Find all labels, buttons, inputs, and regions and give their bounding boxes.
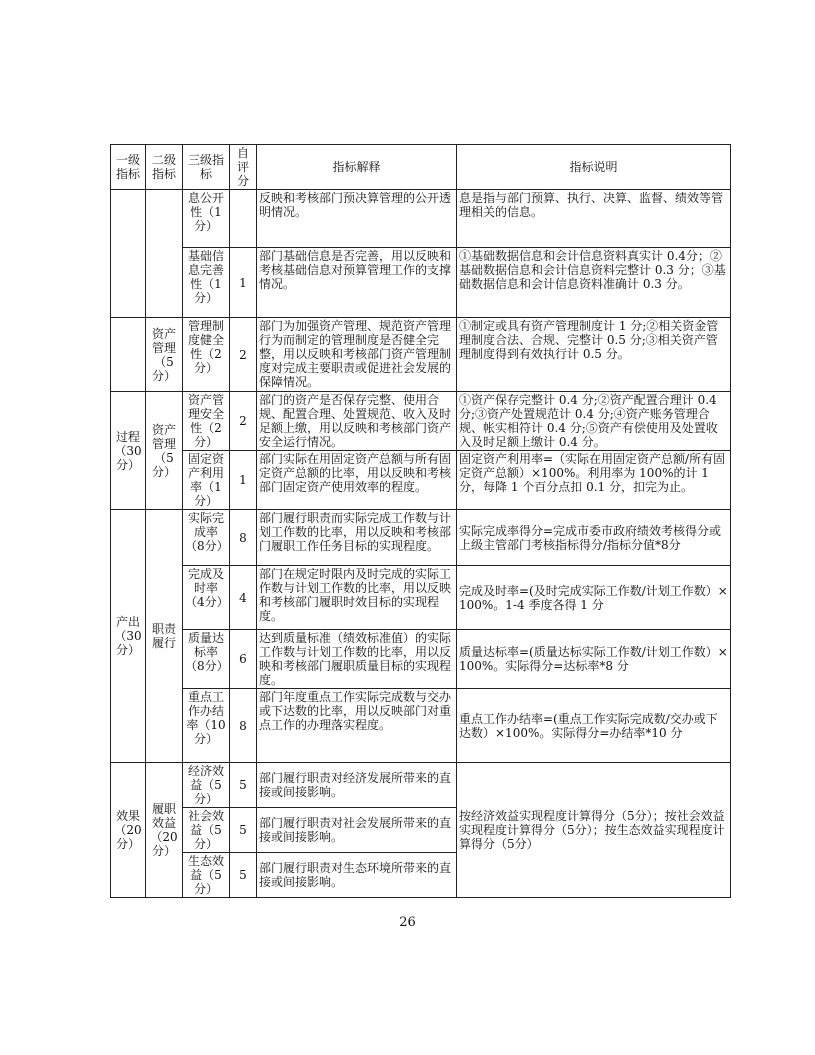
level1-empty-cell: [111, 318, 146, 392]
level3-cell: 固定资产利用率（1分）: [183, 451, 230, 510]
header-desc: 指标说明: [457, 145, 731, 190]
explain-cell: 部门基础信息是否完善，用以反映和考核基础信息对预算管理工作的支撑情况。: [257, 248, 457, 318]
explain-cell: 部门履行职责对社会发展所带来的直接或间接影响。: [257, 808, 457, 853]
explain-cell: 部门履行职责而实际完成工作数与计划工作数的比率，用以反映和考核部门履职工作任务目标的实现程度。: [257, 510, 457, 566]
score-cell: 1: [230, 248, 257, 318]
evaluation-table: [110, 144, 731, 898]
desc-cell: 固定资产利用率=（实际在用固定资产总额/所有固定资产总额）×100%。利用率为 100%的计 1 分，每降 1 个百分点扣 0.1 分，扣完为止。: [457, 451, 731, 510]
explain-cell: 部门履行职责对经济发展所带来的直接或间接影响。: [257, 763, 457, 808]
level2-duty-cell: 职责履行: [146, 510, 183, 763]
level3-cell: 息公开性（1分）: [183, 190, 230, 248]
header-level1: 一级指标: [111, 145, 146, 190]
score-cell: 1: [230, 451, 257, 510]
desc-cell: ①资产保存完整计 0.4 分;②资产配置合理计 0.4 分;③资产处置规范计 0.4 分;④资产账务管理合规、帐实相符计 0.4 分;⑤资产有偿使用及处置收入及时足额上缴计 0.4 分。: [457, 392, 731, 451]
desc-cell: 完成及时率=(及时完成实际工作数/计划工作数）×100%。1-4 季度各得 1 分: [457, 566, 731, 630]
level3-cell: 社会效益（5分）: [183, 808, 230, 853]
table-row: [111, 689, 731, 763]
score-cell: 8: [230, 689, 257, 763]
desc-cell: 重点工作办结率=(重点工作实际完成数/交办或下达数）×100%。实际得分=办结率*10 分: [457, 689, 731, 763]
explain-cell: 部门实际在用固定资产总额与所有固定资产总额的比率，用以反映和考核部门固定资产使用效率的程度。: [257, 451, 457, 510]
explain-cell: 部门履行职责对生态环境所带来的直接或间接影响。: [257, 853, 457, 898]
explain-cell: 达到质量标准（绩效标准值）的实际工作数与计划工作数的比率，用以反映和考核部门履职质量目标的实现程度。: [257, 630, 457, 689]
explain-cell: 部门的资产是否保存完整、使用合规、配置合理、处置规范、收入及时足额上缴，用以反映和考核部门资产安全运行情况。: [257, 392, 457, 451]
level1-empty-cell: [111, 190, 146, 318]
header-score: 自评分: [230, 145, 257, 190]
score-cell: 5: [230, 808, 257, 853]
level3-cell: 管理制度健全性（2分）: [183, 318, 230, 392]
level2-asset-cell: 资产管理（5分）: [146, 392, 183, 510]
level3-cell: 资产管理安全性（2分）: [183, 392, 230, 451]
table-row: [111, 630, 731, 689]
level3-cell: 经济效益（5分）: [183, 763, 230, 808]
level1-output-cell: 产出（30分）: [111, 510, 146, 763]
explain-cell: 部门在规定时限内及时完成的实际工作数与计划工作数的比率，用以反映和考核部门履职时效目标的实现程度。: [257, 566, 457, 630]
score-cell: 5: [230, 853, 257, 898]
desc-cell: 实际完成率得分=完成市委市政府绩效考核得分或上级主管部门考核指标得分/指标分值*8分: [457, 510, 731, 566]
desc-cell: ①制定或具有资产管理制度计 1 分;②相关资金管理制度合法、合规、完整计 0.5 分;③相关资产管理制度得到有效执行计 0.5 分。: [457, 318, 731, 392]
level3-cell: 生态效益（5分）: [183, 853, 230, 898]
score-cell: [230, 190, 257, 248]
header-explain: 指标解释: [257, 145, 457, 190]
table-row: [111, 190, 731, 248]
header-level2: 二级指标: [146, 145, 183, 190]
level3-cell: 质量达标率（8分）: [183, 630, 230, 689]
explain-cell: 部门年度重点工作实际完成数与交办或下达数的比率，用以反映部门对重点工作的办理落实程度。: [257, 689, 457, 763]
table-row: [111, 318, 731, 392]
score-cell: 5: [230, 763, 257, 808]
table-row: [111, 566, 731, 630]
table-row: [111, 248, 731, 318]
table-header-row: [111, 145, 731, 190]
explain-cell: 部门为加强资产管理、规范资产管理行为而制定的管理制度是否健全完整，用以反映和考核部门资产管理制度对完成主要职责或促进社会发展的保障情况。: [257, 318, 457, 392]
desc-cell: 质量达标率=(质量达标实际工作数/计划工作数）×100%。实际得分=达标率*8 分: [457, 630, 731, 689]
table-row: [111, 763, 731, 808]
level2-duty-effect-cell: 履职效益（20分）: [146, 763, 183, 898]
table-row: [111, 451, 731, 510]
explain-cell: 反映和考核部门预决算管理的公开透明情况。: [257, 190, 457, 248]
level2-empty-cell: [146, 190, 183, 318]
score-cell: 8: [230, 510, 257, 566]
desc-cell: 息是指与部门预算、执行、决算、监督、绩效等管理相关的信息。: [457, 190, 731, 248]
level2-cell: 资产管理（5分）: [146, 318, 183, 392]
level1-effect-cell: 效果（20分）: [111, 763, 146, 898]
effect-desc-cell: 按经济效益实现程度计算得分（5分）；按社会效益实现程度计算得分（5分）；按生态效益实现程度计算得分（5分）: [457, 763, 731, 898]
table-row: [111, 510, 731, 566]
score-cell: 2: [230, 392, 257, 451]
level1-process-cell: 过程（30分）: [111, 392, 146, 510]
table-row: [111, 392, 731, 451]
page-number: 26: [399, 915, 416, 930]
score-cell: 6: [230, 630, 257, 689]
header-level3: 三级指标: [183, 145, 230, 190]
level3-cell: 重点工作办结率（10分）: [183, 689, 230, 763]
score-cell: 2: [230, 318, 257, 392]
desc-cell: ①基础数据信息和会计信息资料真实计 0.4分；②基础数据信息和会计信息资料完整计 0.3 分；③基础数据信息和会计信息资料准确计 0.3 分。: [457, 248, 731, 318]
level3-cell: 实际完成率（8分）: [183, 510, 230, 566]
level3-cell: 基础信息完善性（1分）: [183, 248, 230, 318]
level3-cell: 完成及时率（4分）: [183, 566, 230, 630]
score-cell: 4: [230, 566, 257, 630]
